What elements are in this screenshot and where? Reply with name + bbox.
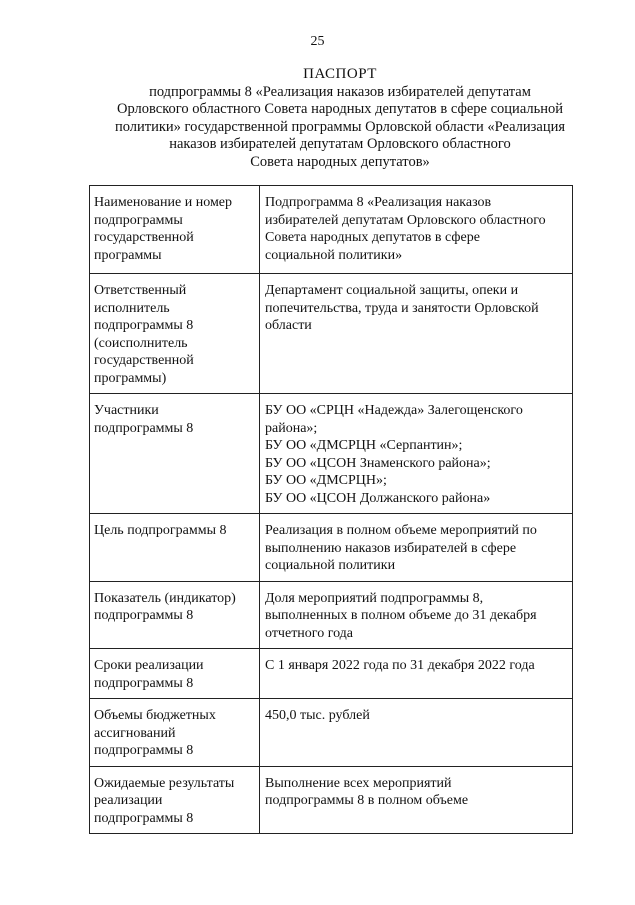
row-label-line: подпрограммы 8	[94, 608, 194, 623]
row-value-line: БУ ОО «ДМСРЦН»;	[265, 473, 387, 488]
row-value-line: Подпрограмма 8 «Реализация наказов	[265, 195, 492, 210]
row-value-cell	[260, 274, 573, 394]
row-label-line: Объемы бюджетных	[94, 708, 216, 723]
row-label-cell	[90, 514, 260, 582]
subtitle-line: политики» государственной программы Орловской области «Реализация	[114, 118, 566, 135]
table-row	[90, 649, 573, 699]
row-label-line: программы)	[94, 370, 167, 386]
row-label-line: Сроки реализации	[94, 658, 204, 673]
row-value-cell	[260, 699, 573, 767]
row-value-line: избирателей депутатам Орловского областного	[265, 212, 546, 228]
row-value-line: С 1 января 2022 года по 31 декабря 2022 года	[265, 658, 535, 673]
row-value-line: БУ ОО «ЦСОН Знаменского района»;	[265, 455, 491, 471]
document-heading	[60, 66, 620, 171]
row-value-cell	[260, 766, 573, 834]
table-row	[90, 514, 573, 582]
row-value-line: отчетного года	[265, 625, 354, 641]
row-value-line: Департамент социальной защиты, опеки и	[265, 283, 519, 298]
subtitle-line: подпрограммы 8 «Реализация наказов избирателей депутатам	[149, 83, 531, 100]
row-value-line: подпрограммы 8 в полном объеме	[265, 793, 469, 808]
row-label-cell	[90, 649, 260, 699]
row-label-line: Наименование и номер	[94, 195, 233, 210]
row-label-line: подпрограммы	[94, 212, 183, 228]
row-label-line: Показатель (индикатор)	[94, 590, 236, 606]
table-row	[90, 699, 573, 767]
subtitle-line: Орловского областного Совета народных депутатов в сфере социальной	[116, 101, 564, 117]
row-label-line: подпрограммы 8	[94, 318, 194, 333]
row-value-line: Реализация в полном объеме мероприятий по	[265, 523, 537, 538]
row-label-line: (соисполнитель	[94, 335, 188, 351]
row-value-cell	[260, 581, 573, 649]
row-label-line: Ответственный	[94, 283, 187, 298]
row-label-line: подпрограммы 8	[94, 675, 194, 691]
row-value-line: Выполнение всех мероприятий	[265, 775, 452, 791]
row-label-line: подпрограммы 8	[94, 743, 194, 758]
row-label-line: подпрограммы 8	[94, 420, 194, 436]
row-value-line: Совета народных депутатов в сфере	[265, 230, 480, 245]
row-value-line: попечительства, труда и занятости Орловской	[265, 300, 539, 316]
row-value-line: 450,0 тыс. рублей	[265, 708, 370, 723]
row-label-cell	[90, 766, 260, 834]
row-value-line: БУ ОО «СРЦН «Надежда» Залегощенского	[265, 403, 523, 418]
subtitle-line: Совета народных депутатов»	[250, 153, 430, 170]
row-label-cell	[90, 274, 260, 394]
row-label-line: программы	[94, 247, 162, 263]
row-value-line: Доля мероприятий подпрограммы 8,	[265, 590, 484, 606]
row-value-line: социальной политики	[265, 558, 396, 573]
row-value-line: социальной политики»	[265, 247, 403, 263]
subtitle-line: наказов избирателей депутатам Орловского областного	[169, 136, 511, 152]
page-number: 25	[310, 34, 325, 49]
row-label-line: государственной	[94, 230, 194, 245]
row-value-line: БУ ОО «ЦСОН Должанского района»	[265, 490, 491, 506]
table-row	[90, 766, 573, 834]
table-row	[90, 274, 573, 394]
table-row	[90, 581, 573, 649]
row-value-cell	[260, 394, 573, 514]
row-label-cell	[90, 699, 260, 767]
row-label-line: Цель подпрограммы 8	[94, 523, 227, 538]
row-value-cell	[260, 186, 573, 274]
row-value-line: выполненных в полном объеме до 31 декабря	[265, 608, 537, 623]
table-row	[90, 186, 573, 274]
row-value-cell	[260, 514, 573, 582]
row-label-line: реализации	[94, 793, 163, 808]
row-value-line: области	[265, 318, 312, 333]
row-label-line: Ожидаемые результаты	[94, 775, 235, 791]
row-value-line: района»;	[265, 420, 318, 436]
row-value-line: БУ ОО «ДМСРЦН «Серпантин»;	[265, 438, 463, 453]
table-row	[90, 394, 573, 514]
row-label-line: Участники	[94, 403, 159, 418]
document-title: ПАСПОРТ	[303, 66, 377, 82]
passport-table	[89, 185, 573, 834]
row-label-line: государственной	[94, 353, 194, 368]
row-label-line: исполнитель	[94, 300, 170, 316]
row-label-line: ассигнований	[94, 725, 176, 741]
row-label-cell	[90, 581, 260, 649]
row-label-line: подпрограммы 8	[94, 810, 194, 826]
row-value-cell	[260, 649, 573, 699]
document-subtitle	[60, 84, 620, 172]
row-label-cell	[90, 186, 260, 274]
row-value-line: выполнению наказов избирателей в сфере	[265, 540, 517, 556]
row-label-cell	[90, 394, 260, 514]
